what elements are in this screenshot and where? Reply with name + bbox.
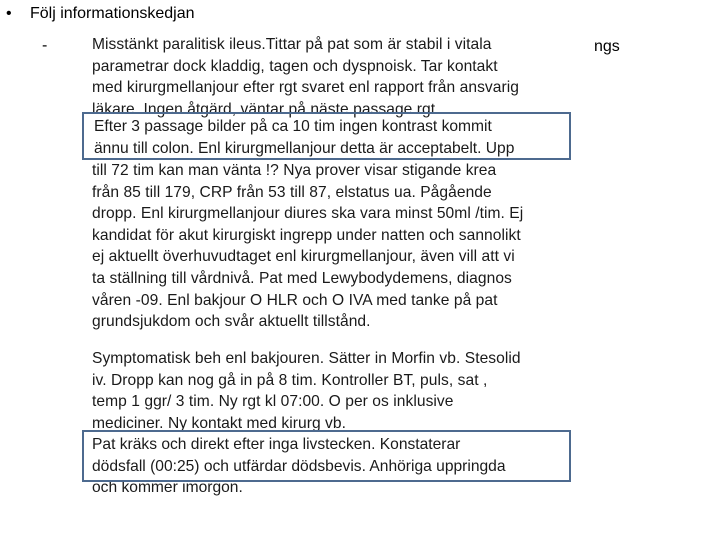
note-line: temp 1 ggr/ 3 tim. Ny rgt kl 07:00. O per os inklusive <box>92 393 454 411</box>
note-line: parametrar dock kladdig, tagen och dyspnoisk. Tar kontakt <box>92 57 498 75</box>
note-line: från 85 till 179, CRP från 53 till 87, elstatus ua. Pågående <box>92 183 492 201</box>
highlight-box-2 <box>82 430 571 482</box>
note-line: Efter 3 passage bilder på ca 10 tim ingen kontrast kommit <box>94 118 492 135</box>
note-line: grundsjukdom och svår aktuellt tillstånd. <box>92 313 371 331</box>
slide-heading <box>6 2 195 26</box>
note-line: med kirurgmellanjour efter rgt svaret enl rapport från ansvarig <box>92 79 519 97</box>
heading-text: Följ informationskedjan <box>30 5 195 22</box>
note-line: ta ställning till vårdnivå. Pat med Lewybodydemens, diagnos <box>92 269 512 287</box>
note-paragraph-1-continued <box>92 160 582 333</box>
bullet-icon: • <box>6 5 12 22</box>
sub-bullet-dash: - <box>42 37 48 54</box>
note-line: kandidat för akut kirurgiskt ingrepp under natten och sannolikt <box>92 226 521 244</box>
cut-off-text-fragment: ngs <box>594 38 620 55</box>
note-line: Pat kräks och direkt efter inga livstecken. Konstaterar <box>92 436 461 453</box>
note-line: till 72 tim kan man vänta !? Nya prover visar stigande krea <box>92 162 497 179</box>
note-line: dödsfall (00:25) och utfärdar dödsbevis. Anhöriga uppringda <box>92 457 506 475</box>
note-line: våren -09. Enl bakjour O HLR och O IVA med tanke på pat <box>92 291 498 309</box>
note-line: mediciner. Ny kontakt med kirurg vb. <box>92 414 346 432</box>
note-line: ej aktuellt överhuvudtaget enl kirurgmellanjour, även vill att vi <box>92 248 515 266</box>
note-paragraph-2 <box>92 348 582 434</box>
note-line: dropp. Enl kirurgmellanjour diures ska vara minst 50ml /tim. Ej <box>92 205 524 223</box>
note-line: läkare. Ingen åtgärd, väntar på näste passage rgt. <box>92 100 440 118</box>
highlight-box-1 <box>82 112 571 160</box>
note-line: Misstänkt paralitisk ileus.Tittar på pat som är stabil i vitala <box>92 36 492 53</box>
note-paragraph-1 <box>92 34 582 120</box>
note-line: ännu till colon. Enl kirurgmellanjour detta är acceptabelt. Upp <box>94 139 515 157</box>
note-line: Symptomatisk beh enl bakjouren. Sätter in Morfin vb. Stesolid <box>92 350 521 367</box>
note-line: och kommer imorgon. <box>92 479 243 497</box>
note-line: iv. Dropp kan nog gå in på 8 tim. Kontroller BT, puls, sat , <box>92 371 488 389</box>
